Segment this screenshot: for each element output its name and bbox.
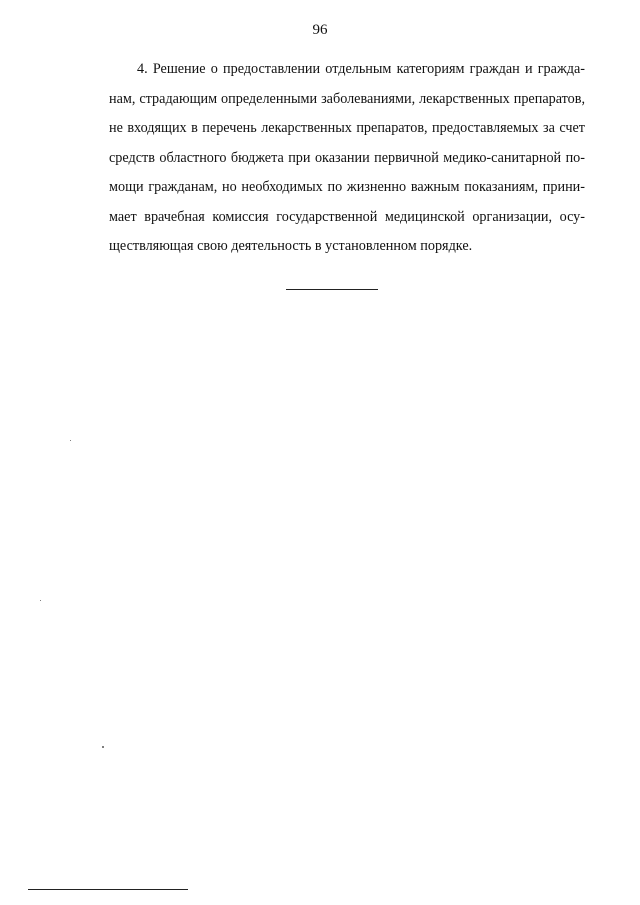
footer-rule xyxy=(28,889,188,890)
page-number: 96 xyxy=(312,22,328,38)
paragraph-line: ществляющая свою деятельность в установленном порядке. xyxy=(109,238,473,254)
scan-speck xyxy=(102,746,104,748)
paragraph-line: мощи гражданам, но необходимых по жизненно важным показаниям, прини- xyxy=(109,179,585,195)
paragraph-body xyxy=(109,55,585,262)
paragraph-line: мает врачебная комиссия государственной медицинской организации, осу- xyxy=(109,208,585,225)
paragraph-line: нам, страдающим определенными заболеваниями, лекарственных препаратов, xyxy=(109,90,585,107)
scan-speck xyxy=(40,600,41,601)
paragraph-line: средств областного бюджета при оказании первичной медико-санитарной по- xyxy=(109,149,585,166)
section-separator xyxy=(286,289,378,290)
scan-speck xyxy=(70,440,71,441)
paragraph-line: 4. Решение о предоставлении отдельным категориям граждан и гражда- xyxy=(137,61,585,77)
paragraph-line: не входящих в перечень лекарственных препаратов, предоставляемых за счет xyxy=(109,120,585,136)
